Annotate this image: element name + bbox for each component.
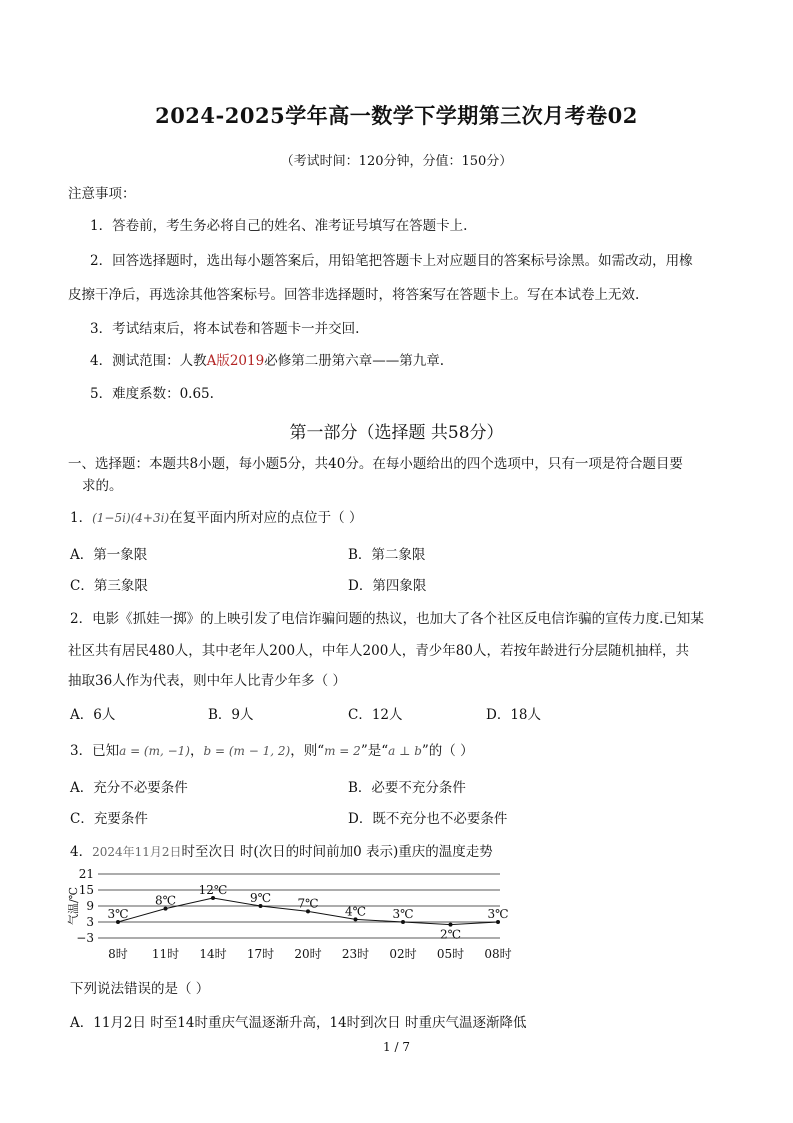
data-label: 3℃ <box>107 907 129 921</box>
q1-expression: (1−5i)(4+3i) <box>92 511 170 525</box>
x-tick-label: 14时 <box>199 947 227 961</box>
x-tick-label: 20时 <box>294 947 322 961</box>
page-number: 1 / 7 <box>383 1040 410 1054</box>
q3-option-d: D．既不充分也不必要条件 <box>348 811 508 827</box>
q1-option-b: B．第二象限 <box>348 547 426 563</box>
temperature-chart <box>66 865 512 965</box>
q1-option-d: D．第四象限 <box>348 578 427 594</box>
y-axis-label: 气温/℃ <box>67 886 80 926</box>
page-title: 2024-2025学年高一数学下学期第三次月考卷02 <box>155 103 638 128</box>
notice-item-3: 3．考试结束后，将本试卷和答题卡一并交回. <box>90 321 360 337</box>
notice-item-5: 5．难度系数：0.65. <box>90 386 214 402</box>
x-tick-label: 23时 <box>341 947 370 961</box>
x-tick-label: 02时 <box>389 947 417 961</box>
scope-highlight: A版2019 <box>206 353 265 369</box>
x-tick-label: 8时 <box>108 947 128 961</box>
data-label: 4℃ <box>344 904 367 919</box>
q3-option-c: C．充要条件 <box>70 811 148 827</box>
question-4-stem: 4．2024年11月2日时至次日 时(次日的时间前加0 表示)重庆的温度走势 <box>70 844 493 860</box>
section-heading: 第一部分（选择题 共58分） <box>289 423 504 443</box>
q2-option-a: A．6人 <box>70 707 116 723</box>
question-2-line-1: 2．电影《抓娃一掷》的上映引发了电信诈骗问题的热议，也加大了各个社区反电信诈骗的宣传力度.已知某 <box>70 611 704 627</box>
data-point <box>449 923 453 927</box>
notice-item-2b: 皮擦干净后，再选涂其他答案标号。回答非选择题时，将答案写在答题卡上。写在本试卷上无效. <box>68 287 640 303</box>
part1-instruction-1: 一、选择题：本题共8小题，每小题5分，共40分。在每小题给出的四个选项中，只有一项是符合题目要 <box>68 456 683 472</box>
vector-b: b = (m − 1, 2) <box>203 744 291 758</box>
data-label: 2℃ <box>439 927 462 942</box>
vector-a: a = (m, −1) <box>119 744 190 758</box>
data-label: 9℃ <box>249 891 272 905</box>
q2-option-d: D．18人 <box>486 707 542 723</box>
q3-option-a: A．充分不必要条件 <box>70 780 188 796</box>
q2-option-b: B．9人 <box>208 707 254 723</box>
question-1-stem: 1．(1−5i)(4+3i)在复平面内所对应的点位于（ ） <box>70 510 363 526</box>
y-tick-label: 3 <box>86 915 94 929</box>
y-tick-label: 15 <box>78 883 94 897</box>
y-tick-label: −3 <box>76 931 94 945</box>
q2-option-c: C．12人 <box>348 707 403 723</box>
data-label: 7℃ <box>297 896 319 911</box>
q1-option-a: A．第一象限 <box>70 547 148 563</box>
question-3-stem: 3．已知a = (m, −1)，b = (m − 1, 2)，则“m = 2”是“a ⊥ b”的（ ） <box>70 743 474 759</box>
data-label: 12℃ <box>198 883 228 897</box>
y-tick-label: 21 <box>78 867 94 881</box>
data-label: 3℃ <box>487 907 509 921</box>
x-tick-label: 11时 <box>151 947 180 961</box>
question-2-line-2: 社区共有居民480人，其中老年人200人，中年人200人，青少年80人，若按年龄进行分层随机抽样，共 <box>68 643 689 659</box>
notice-item-4: 4．测试范围：人教A版2019必修第二册第六章——第九章. <box>90 353 444 369</box>
notice-item-2a: 2．回答选择题时，选出每小题答案后，用铅笔把答题卡上对应题目的答案标号涂黑。如需改动，用橡 <box>90 253 693 269</box>
part1-instruction-2: 求的。 <box>82 478 123 494</box>
exam-info: （考试时间：120分钟，分值：150分） <box>280 154 513 169</box>
question-4-prompt: 下列说法错误的是（ ） <box>70 981 210 997</box>
data-label: 8℃ <box>154 893 177 908</box>
y-tick-label: 9 <box>86 899 94 913</box>
data-label: 3℃ <box>392 907 414 921</box>
notice-heading: 注意事项： <box>68 186 136 202</box>
question-2-line-3: 抽取36人作为代表，则中年人比青少年多（ ） <box>68 673 346 689</box>
notice-item-1: 1．答卷前，考生务必将自己的姓名、准考证号填写在答题卡上. <box>90 218 468 234</box>
x-tick-label: 08时 <box>484 947 512 961</box>
q1-option-c: C．第三象限 <box>70 578 148 594</box>
x-tick-label: 05时 <box>436 947 465 961</box>
q3-option-b: B．必要不充分条件 <box>348 780 466 796</box>
q4-option-a: A．11月2日 时至14时重庆气温逐渐升高，14时到次日 时重庆气温逐渐降低 <box>70 1015 527 1031</box>
x-tick-label: 17时 <box>246 947 275 961</box>
